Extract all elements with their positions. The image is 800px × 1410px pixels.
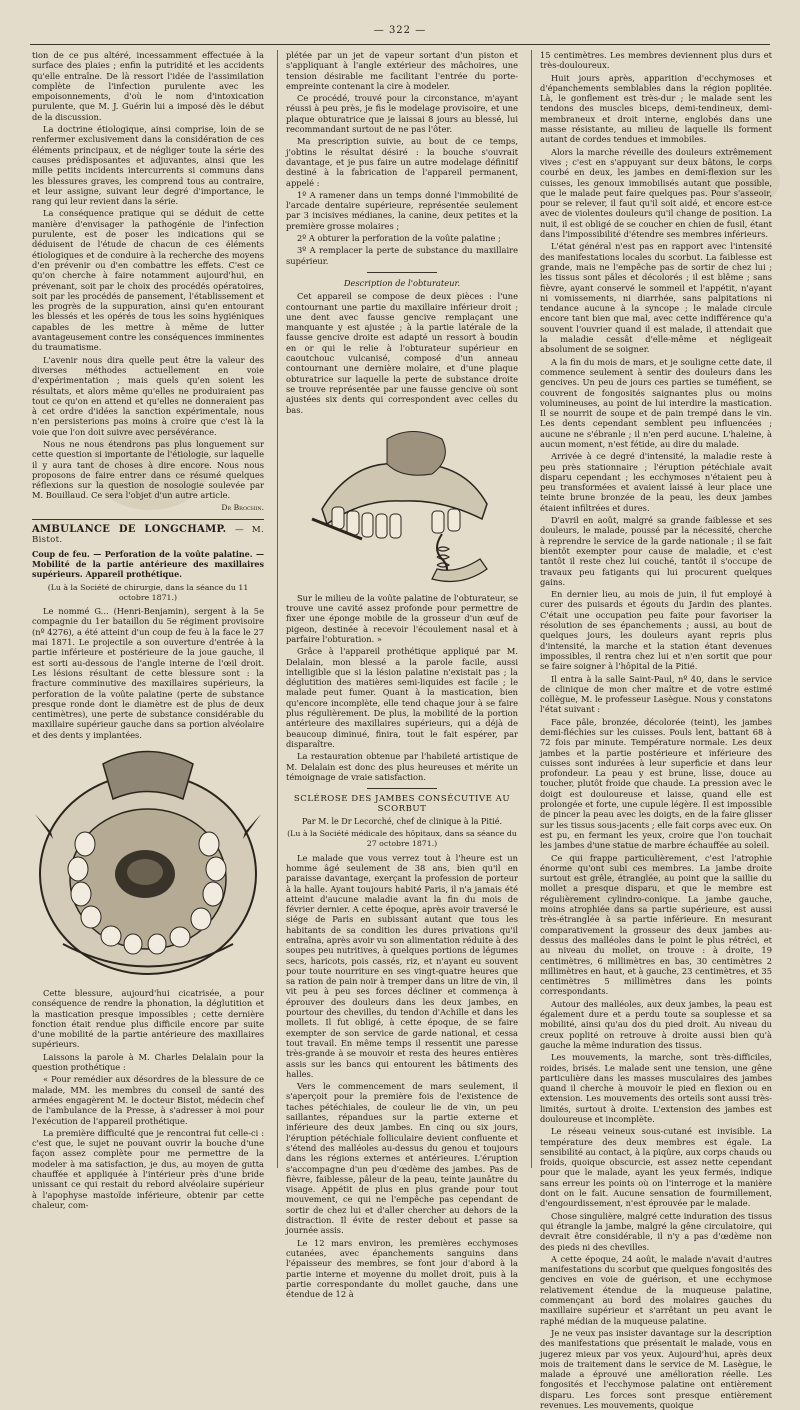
paragraph: Vers le commencement de mars seulement, il s'aperçoit pour la première fois de l'existence de taches pétéchiales, de couleur lie de vin, un peu saillantes, répandues sur la partie externe et inférieure des deux jambes. En cinq ou six jours, l'éruption pétéchiale folliculaire devient confluente et s'étend des malléoles au-dessus du genou et toujours dans les régions externes et antérieures. L'éruption s'accompagne d'un peu d'œdème des jambes. Pas de fièvre, faiblesse, pâleur de la peau, teinte jaunâtre du visage. Appétit de plus en plus grande pour tout mouvement, ce qui ne l'empêche pas cependant de sortir de chez lui et d'aller chercher au dehors de la distraction. Il évite de rester debout et passe sa journée assis. — [286, 1081, 518, 1236]
paragraph: Alors la marche réveille des douleurs extrêmement vives ; c'est en s'appuyant sur deux bâtons, le corps courbé en deux, les jambes en demi-flexion sur les cuisses, les genoux immobilisés autant que possible, que le malade peut faire quelques pas. Pour s'asseoir, pour se relever, il faut qu'il soit aidé, et encore est-ce avec de violentes douleurs qu'il change de position. La nuit, il est obligé de se coucher en chien de fusil, étant dans l'impossibilité d'étendre ses membres inférieurs. — [540, 146, 772, 240]
paragraph: D'avril en août, malgré sa grande faiblesse et ses douleurs, le malade, poussé par la nécessité, cherche à reprendre le service de la garde nationale ; il se fait bientôt exempter pour cause de maladie, et c'est tantôt il reste chez lui couché, tantôt il s'occupe de travaux peu fatigants qui lui procurent quelques gains. — [540, 515, 772, 587]
paragraph: « Pour remédier aux désordres de la blessure de ce malade, MM. les membres du conseil de santé des armées engagèrent M. le docteur Bistot, médecin chef de l'ambulance de la Presse, à s'adresser à moi pour l'exécution de l'appareil prothétique. — [32, 1074, 264, 1126]
paragraph: La première difficulté que je rencontrai fut celle-ci : c'est que, le sujet ne pouvant ouvrir la bouche d'une façon assez complète pour me permettre de la modeler à ma satisfaction, je dus, au moyen de gutta chauffée et appliquée à l'intérieur près d'une bride unissant ce qui restait du rebord alvéolaire supérieur à l'apophyse mastoïde inférieure, obtenir par cette chaleur, com- — [32, 1127, 264, 1210]
paragraph: Grâce à l'appareil prothétique appliqué par M. Delalain, mon blessé a la parole facile, aussi intelligible que si la lésion palatine n'existait pas ; la déglutition des matières semi-liquides est facile ; le malade peut fumer. Quant à la mastication, bien qu'encore incomplète, elle tend chaque jour à se faire plus régulièrement. De plus, la mobilité de la portion antérieure des maxillaires supérieurs, qui a déjà de beaucoup diminué, finira, tout le fait espérer, par disparaître. — [286, 646, 518, 749]
article-byline: Par M. le Dr Lecorché, chef de clinique à la Pitié. — [302, 816, 502, 826]
paragraph: A cette époque, 24 août, le malade n'avait d'autres manifestations du scorbut que quelques fongosités des gencives en voie de guérison, et une ecchymose relativement étendue de la muqueuse palatine, commençant au bord des molaires gauches du maxillaire supérieur et s'arrêtant un peu avant le raphé médian de la muqueuse palatine. — [540, 1253, 772, 1326]
paragraph: Cette blessure, aujourd'hui cicatrisée, a pour conséquence de rendre la phonation, la déglutition et la mastication presque impossibles ; cette dernière fonction était rendue plus difficile encore par suite d'une mobilité de la partie antérieure des maxillaires supérieurs. — [32, 988, 264, 1050]
paragraph: Ce qui frappe particulièrement, c'est l'atrophie énorme qu'ont subi ces membres. La jambe droite surtout est grêle, étranglée, au point que la saillie du mollet a presque disparu, et que le membre est régulièrement cylindro-conique. La jambe gauche, moins atrophiée dans sa partie supérieure, est aussi très-étranglée à sa partie inférieure. En mesurant comparativement la grosseur des deux jambes au-dessus des malléoles dans le point le plus rétréci, et au niveau du mollet, on trouve : à droite, 19 centimètres, 6 millimètres en bas, 30 centimètres 2 millimètres en haut, et à gauche, 23 centimètres, et 35 centimètres 5 millimètres dans les points correspondants. — [540, 852, 772, 997]
paragraph: Sur le milieu de la voûte palatine de l'obturateur, se trouve une cavité assez profonde pour permettre de fixer une éponge mobile de la grosseur d'un œuf de pigeon, destinée à recevoir l'écoulement nasal et à parfaire l'obturation. » — [286, 592, 518, 644]
list-item: 2º A obturer la perforation de la voûte palatine ; — [297, 233, 501, 244]
paragraph: Huit jours après, apparition d'ecchymoses et d'épanchements semblables dans la région poplitée. Là, le gonflement est très-dur ; le malade sent les tendons des muscles biceps, demi-tendineux, demi-membraneux et droit interne, englobés dans une masse résistante, au milieu de laquelle ils forment autant de cordes tendues et immobiles. — [540, 72, 772, 145]
society-note: (Lu à la Société médicale des hôpitaux, dans sa séance du 27 octobre 1871.) — [287, 829, 517, 849]
paragraph: Autour des malléoles, aux deux jambes, la peau est également dure et a perdu toute sa souplesse et sa mobilité, ainsi qu'au dos du pied droit. Au niveau du creux poplité on retrouve à droite aussi bien qu'à gauche la même induration des tissus. — [540, 998, 772, 1050]
paragraph: Face pâle, bronzée, décolorée (teint), les jambes demi-fléchies sur les cuisses. Pouls lent, battant 68 à 72 fois par minute. Température normale. Les deux jambes et la partie postérieure et inférieure des cuisses sont indurées à leur superficie et dans leur profondeur. La peau y est brune, lisse, douce au toucher, plutôt froide que chaude. La pression avec le doigt est douloureuse et laisse, quand elle est prolongée et forte, une cupule légère. Il est impossible de pincer la peau avec les doigts, en de la faire glisser sur les tissus sous-jacents ; elle fait corps avec eux. On est pu, en fermant les yeux, croire que l'on touchait les jambes d'une statue de marbre échauffée au soleil. — [540, 716, 772, 851]
paragraph: L'état général n'est pas en rapport avec l'intensité des manifestations locales du scorbut. La faiblesse est grande, mais ne l'empêche pas de sortir de chez lui ; les tissus sont pâles et décolorés ; il est blême ; sans fièvre, ayant conservé le sommeil et l'appétit, n'ayant ni vomissements, ni diarrhée, sans palpitations ni tendance aucune à la syncope ; le malade circule encore tant bien que mal, avec cette indifférence qu'a souvent l'ouvrier quand il est malade, il attendait que la maladie cessât d'elle-même et négligeait absolument de se soigner. — [540, 241, 772, 355]
column-right — [540, 50, 772, 1410]
society-note: (Lu à la Société de chirurgie, dans la séance du 11 octobre 1871.) — [47, 582, 249, 602]
paragraph: Le réseau veineux sous-cutané est invisible. La température des deux membres est égale. La sensibilité au contact, à la piqûre, aux corps chauds ou froids, quoique obscurcie, est assez nette cependant pour que le malade, ayant les yeux fermés, indique sans erreur les points où on l'interroge et la manière dont on le fait. Aucune sensation de fourmillement, d'engourdissement, n'est éprouvée par le malade. — [540, 1126, 772, 1209]
paragraph: La restauration obtenue par l'habileté artistique de M. Delalain est donc des plus heureuses et mérite un témoignage de vraie satisfaction. — [286, 751, 518, 782]
section-author: — M. Bistot. — [32, 525, 264, 546]
paragraph: Le malade que vous verrez tout à l'heure est un homme âgé seulement de 38 ans, bien qu'il en paraisse davantage, exerçant la profession de porteur à la halle. Ayant toujours habité Paris, il n'a jamais été atteint d'aucune maladie avant la fin du mois de février dernier. A cette époque, après avoir traversé le siége de Paris en subissant autant que tous les habitants de sa condition les dures privations qu'il entraîna, après avoir vu son alimentation réduite à des soupes peu nutritives, à quelques portions de légumes secs, haricots, pois cassés, riz, et n'ayant eu souvent pour toute nourriture en ses vingt-quatre heures que sa ration de pain noir à tremper dans un litre de vin, il vit peu à peu ses forces décliner et commença à éprouver des douleurs dans les deux jambes, en pourtour des chevilles, du tendon d'Achille et dans les mollets. Il fut obligé, à cette époque, de se faire exempter de son service de garde national, et cessa tout travail. En même temps il ressentit une paresse très-grande à se mouvoir et resta des heures entières assis sur les bancs qui entourent les bâtiments des halles. — [286, 852, 518, 1079]
paragraph: 15 centimètres. Les membres deviennent plus durs et très-douloureux. — [540, 50, 772, 71]
short-rule — [367, 272, 437, 273]
palate-illustration — [33, 744, 263, 984]
subsection-title: Description de l'obturateur. — [343, 277, 461, 288]
page-number: — 322 — — [373, 25, 427, 36]
paragraph: A la fin du mois de mars, et je souligne cette date, il commence seulement à sentir des douleurs dans les gencives. Un peu de jours ces parties se tuméfient, se couvrent de fongosités saignantes plus ou moins volumineuses, au point de lui interdire la mastication. Il se nourrit de soupe et de pain trempé dans le vin. Les dents cependant semblent peu influencées ; aucune ne s'ébranle ; il n'en perd aucune. L'haleine, à aucun moment, n'est fétide, au dire du malade. — [540, 356, 772, 449]
header-rule — [30, 44, 770, 45]
section-subtitle: Coup de feu. — Perforation de la voûte palatine. — Mobilité de la partie antérieure des maxillaires supérieurs. Appareil prothétique. — [32, 548, 264, 580]
paragraph: La doctrine étiologique, ainsi comprise, loin de se renfermer exclusivement dans la considération de ces éléments principaux, et de négliger toute la série des causes prédisposantes et adjuvantes, ainsi que les mille petits incidents intercurrents si communs dans les blessures graves, les comprend tous au contraire, et leur assigne, suivant leur degré d'importance, le rang qui leur revient dans la série. — [32, 124, 264, 207]
column-middle — [286, 50, 518, 1300]
paragraph: Arrivée à ce degré d'intensité, la maladie reste à peu près stationnaire ; l'éruption pétéchiale avait disparu cependant ; les ecchymoses n'étaient peu à peu transformées et avaient laissé à leur place une teinte brune bronzée de la peau, les deux jambes étaient infiltrées et dures. — [540, 451, 772, 513]
paragraph: Nous ne nous étendrons pas plus longuement sur cette question si importante de l'étiologie, sur laquelle il y aura tant de choses à dire encore. Nous nous proposons de faire entrer dans ce résumé quelques réflexions sur la question de nosologie soulevée par M. Bouillaud. Ce sera l'objet d'un autre article. — [32, 438, 264, 501]
paragraph: tion de ce pus altéré, incessamment effectuée à la surface des plaies ; enfin la putridité et les accidents qu'elle entraîne. De là ressort l'idée de l'assimilation complète de l'infection purulente avec les empoisonnements, d'où le nom d'intoxication purulente, que M. J. Guérin lui a imposé dès le début de la discussion. — [32, 50, 264, 122]
list-item: 3º A remplacer la perte de substance du maxillaire supérieur. — [286, 245, 518, 266]
section-title — [32, 525, 264, 546]
signature: Dr Brochin. — [221, 502, 264, 512]
paragraph: Le 12 mars environ, les premières ecchymoses cutanées, avec épanchements sanguins dans l'épaisseur des membres, se font jour d'abord à la partie interne et moyenne du mollet droit, puis à la partie correspondante du mollet gauche, dans une étendue de 12 à — [286, 1237, 518, 1300]
column-rule — [531, 50, 532, 1168]
section-title-text: AMBULANCE DE LONGCHAMP. — [32, 524, 227, 536]
column-rule — [277, 50, 278, 1168]
paragraph: Chose singulière, malgré cette induration des tissus qui étrangle la jambe, malgré la gêne circulatoire, qui devrait être considérable, il n'y a pas d'œdème non des pieds ni des chevilles. — [540, 1210, 772, 1252]
paragraph: Ce procédé, trouvé pour la circonstance, m'ayant réussi à peu près, je fis le modelage provisoire, et une plaque obturatrice que je laissai 8 jours au blessé, lui recommandant surtout de ne pas l'ôter. — [286, 93, 518, 135]
list-item: 1º A ramener dans un temps donné l'immobilité de l'arcade dentaire supérieure, représentée seulement par 3 incisives médianes, la canine, deux petites et la première grosse molaires ; — [286, 189, 518, 231]
article-title: SCLÉROSE DES JAMBES CONSÉCUTIVE AU SCORBUT — [293, 794, 511, 815]
paragraph: Il entra à la salle Saint-Paul, nº 40, dans le service de clinique de mon cher maître et de votre estimé collègue, M. le professeur Lasègue. Nous y constatons l'état suivant : — [540, 673, 772, 715]
section-rule — [32, 519, 264, 520]
paragraph: La conséquence pratique qui se déduit de cette manière d'envisager la pathogénie de l'infection purulente, est de poser les indications qui se déduisent de l'étude de chacun de ces éléments étiologiques et de conduire à la recherche des moyens d'en prévenir ou d'en combattre les effets. C'est ce qu'on cherche à faire notamment aujourd'hui, en prévenant, soit par le choix des procédés opératoires, soit par les procédés de pansement, l'établissement et les progrès de la suppuration, ainsi qu'en entourant les blessés et les opérés de tous les soins hygiéniques capables de les mettre à même de lutter avantageusement contre les conséquences imminentes du traumatisme. — [32, 208, 264, 353]
paragraph: Cet appareil se compose de deux pièces : l'une contournant une partie du maxillaire inférieur droit ; une dent avec fausse gencive remplaçant une manquante y est ajustée ; à la partie latérale de la fausse gencive droite est adapté un ressort à boudin en or qui le relie à l'obturateur supérieur en caoutchouc vulcanisé, composé d'un anneau contournant une dernière molaire, et d'une plaque obturatrice sur laquelle la perte de substance droite se trouve représentée par une fausse gencive où sont ajustées six dents qui correspondent avec celles du bas. — [286, 291, 518, 415]
paragraph: plétée par un jet de vapeur sortant d'un piston et s'appliquant à l'angle extérieur des mâchoires, une tension désirable me facilitant l'entrée du porte-empreinte contenant la cire à modeler. — [286, 50, 518, 91]
paragraph: Ma prescription suivie, au bout de ce temps, j'obtins le résultat désiré : la bouche s'ouvrait davantage, et je pus faire un autre modelage définitif destiné à la fabrication de l'appareil permanent, appelé : — [286, 136, 518, 188]
paragraph: Laissons la parole à M. Charles Delalain pour la question prothétique : — [32, 1051, 264, 1073]
column-left — [32, 50, 264, 1210]
paragraph: Les mouvements, la marche, sont très-difficiles, roides, brisés. Le malade sent une tension, une gêne particulière dans les masses musculaires des jambes quand il cherche à mouvoir le pied en flexion ou en extension. Les mouvements des orteils sont aussi très-limités, surtout à droite. L'extension des jambes est douloureuse et incomplète. — [540, 1052, 772, 1124]
paragraph: Je ne veux pas insister davantage sur la description des manifestations que présentait le malade, vous en jugerez mieux par vos yeux. Aujourd'hui, après deux mois de traitement dans le service de M. Lasègue, le malade a éprouvé une amélioration réelle. Les fongosités et l'ecchymose palatine ont entièrement disparu. Les forces sont presque entièrement revenues. Les mouvements, quoique — [540, 1327, 772, 1410]
short-rule — [367, 788, 437, 789]
paragraph: Le nommé G... (Henri-Benjamin), sergent à la 5e compagnie du 1er bataillon du 5e régiment provisoire (nº 4276), a été atteint d'un coup de feu à la face le 27 mai 1871. Le projectile a son ouverture d'entrée à la partie inférieure et postérieure de la joue gauche, il est sorti au-dessous de l'angle interne de l'œil droit. Les lésions résultant de cette blessure sont : la fracture comminutive des maxillaires supérieurs, la perforation de la voûte palatine (perte de substance presque ronde dont le diamètre est de plus de deux centimètres), une perte de substance considérable du maxillaire supérieur gauche dans sa portion alvéolaire et des dents y implantées. — [32, 606, 264, 740]
paragraph: En dernier lieu, au mois de juin, il fut employé à curer des puisards et égouts du Jardin des plantes. C'était une occupation peu faite pour favoriser la résolution de ses épanchements ; aussi, au bout de quelques jours, les douleurs ayant repris plus d'intensité, la marche et la station étant devenues impossibles, il rentra chez lui et n'en sortit que pour se faire soigner à l'hôpital de la Pitié. — [540, 589, 772, 672]
paragraph: L'avenir nous dira quelle peut être la valeur des diverses méthodes actuellement en voie d'expérimentation ; mais quels qu'en soient les résultats, et alors même qu'elles ne produiraient pas tout ce qu'on en attend et qu'elles ne donneraient pas à cet ordre d'idées la sanction expérimentale, nous n'en persisterions pas moins à croire que c'est là la voie que l'on doit suivre avec persévérance. — [32, 354, 264, 437]
obturator-illustration — [292, 419, 512, 589]
